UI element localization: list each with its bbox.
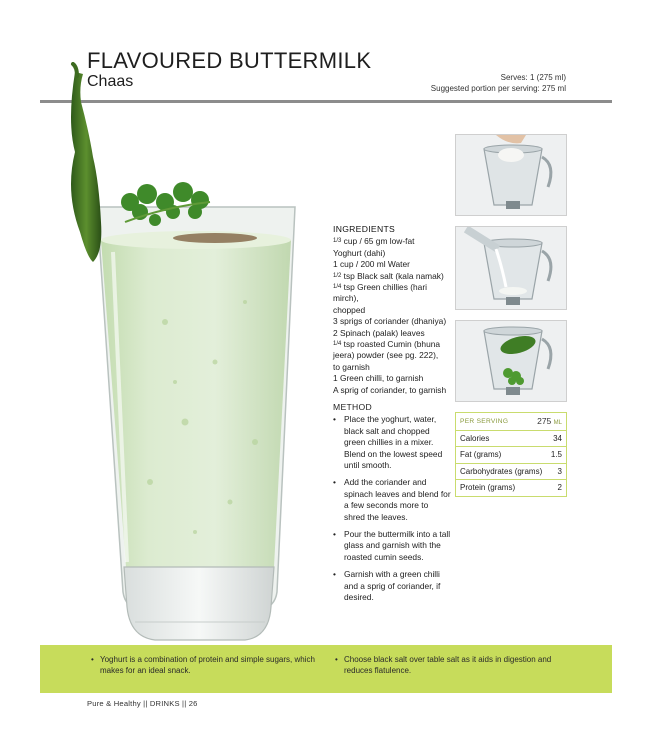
ingredients-section	[333, 224, 453, 396]
ingredient-line: jeera) powder (see pg. 222),	[333, 350, 439, 361]
portion-text: Suggested portion per serving: 275 ml	[430, 84, 566, 93]
nutrient-label: Calories	[460, 433, 490, 443]
ingredient-line: 2 Spinach (palak) leaves	[333, 327, 425, 338]
nutrient-value: 2	[557, 483, 562, 493]
blender-photo-2	[456, 227, 567, 310]
ingredient-line: $^{1/2}$ tsp Black salt (kala namak)	[333, 270, 444, 281]
ingredient-line: 3 sprigs of coriander (dhaniya)	[333, 316, 447, 327]
per-serving-label: PER SERVING	[460, 417, 509, 425]
ingredient-line: 1 Green chilli, to garnish	[333, 373, 424, 384]
page-footer: Pure & Healthy || DRINKS || 26	[87, 699, 198, 708]
tip-item: • Yoghurt is a combination of protein and simple sugars, which makes for an ideal snack.	[91, 655, 326, 676]
method-step: • Place the yoghurt, water, black salt and chopped green chillies in a mixer. Blend on the lowest speed until smooth.	[333, 414, 451, 471]
method-section	[333, 402, 451, 610]
nutrient-value: 34	[553, 433, 562, 443]
nutrient-label: Carbohydrates (grams)	[460, 466, 543, 476]
recipe-subtitle: Chaas	[87, 73, 134, 90]
ingredient-line: Yoghurt (dahi)	[333, 247, 386, 258]
nutrition-row	[456, 446, 566, 463]
serving-info	[431, 72, 566, 94]
ingredient-line: 1 cup / 200 ml Water	[333, 259, 410, 270]
nutrition-row	[456, 430, 566, 447]
ingredient-line: to garnish	[333, 361, 370, 372]
blender-photo-3	[456, 321, 567, 402]
method-step: • Garnish with a green chilli and a sprig of coriander, if desired.	[333, 569, 451, 603]
nutrition-row	[456, 479, 566, 496]
tip-item: • Choose black salt over table salt as it aids in digestion and reduces flatulence.	[335, 655, 575, 676]
step-photo-spinach	[455, 320, 567, 402]
ingredient-line: chopped	[333, 304, 366, 315]
nutrient-value: 3	[557, 466, 562, 476]
step-photo-yoghurt	[455, 134, 567, 216]
nutrient-label: Protein (grams)	[460, 483, 516, 493]
nutrition-table	[455, 412, 567, 497]
blender-photo-1	[456, 135, 567, 216]
recipe-title: FLAVOURED BUTTERMILK	[87, 48, 372, 73]
nutrient-label: Fat (grams)	[460, 450, 502, 460]
nutrition-header-row	[456, 413, 566, 430]
method-step: • Add the coriander and spinach leaves and blend for a few seconds more to shred the leaves.	[333, 477, 451, 523]
nutrient-value: 1.5	[550, 450, 562, 460]
serves-text: Serves: 1 (275 ml)	[500, 73, 566, 82]
ingredient-line: A sprig of coriander, to garnish	[333, 384, 447, 395]
method-steps	[333, 414, 451, 603]
step-photo-water	[455, 226, 567, 310]
method-step: • Pour the buttermilk into a tall glass and garnish with the roasted cumin seeds.	[333, 529, 451, 563]
ingredients-heading: INGREDIENTS	[333, 224, 396, 234]
ingredient-line: $^{1/3}$ cup / 65 gm low-fat	[333, 236, 415, 247]
buttermilk-glass-image	[55, 62, 315, 652]
nutrition-row	[456, 463, 566, 480]
method-heading: METHOD	[333, 402, 373, 412]
per-serving-value: 275 ML	[537, 416, 562, 427]
tips-band	[40, 645, 612, 693]
ingredient-line: $^{1/4}$ tsp roasted Cumin (bhuna	[333, 339, 441, 350]
ingredient-line: $^{1/4}$ tsp Green chillies (hari mirch),	[333, 282, 427, 304]
